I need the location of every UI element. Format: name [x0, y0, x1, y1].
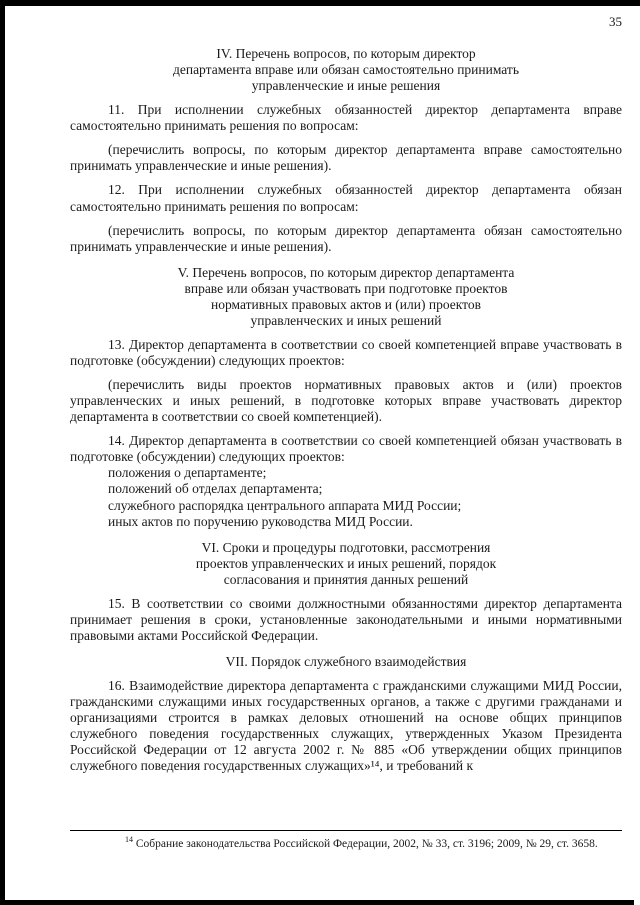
paragraph-block — [70, 337, 622, 369]
paragraph-block — [70, 182, 622, 214]
heading-line: согласования и принятия данных решений — [223, 571, 469, 587]
footnote-separator — [70, 830, 622, 831]
paragraph-block — [70, 596, 622, 644]
paragraph: 13. Директор департамента в соответствии со своей компетенцией вправе участвовать в подготовке (обсуждении) следующих проектов: — [70, 336, 622, 368]
paragraph-block — [70, 223, 622, 255]
section-heading-block — [70, 265, 622, 329]
section-heading — [70, 265, 622, 329]
paragraph: 16. Взаимодействие директора департамента с гражданскими служащими МИД России, гражданскими служащими иных государственных органов, а также с другими гражданами и организациями строится в рамках деловых отношений на основе общих принципов служебного поведения государственных служащих, утвержденных Указом Президента Российской Федерации от 12 августа 2002 г. № 885 «Об утверждении общих принципов служебного поведения государственных служащих»¹⁴, и требований к — [70, 678, 622, 774]
list-item: положения о департаменте; — [108, 465, 267, 481]
heading-line: IV. Перечень вопросов, по которым директор — [216, 46, 476, 61]
footnote-body: Собрание законодательства Российской Федерации, 2002, № 33, ст. 3196; 2009, № 29, ст. 3658. — [135, 837, 598, 850]
footnote — [70, 830, 622, 851]
scan-border-bottom — [0, 900, 634, 905]
paragraph-block — [70, 377, 622, 425]
section-heading — [70, 654, 622, 670]
paragraph: 12. При исполнении служебных обязанностей директор департамента обязан самостоятельно принимать решения по вопросам: — [70, 182, 622, 214]
paragraph-block — [70, 433, 622, 529]
footnote-text — [70, 835, 622, 851]
list-item: иных актов по поручению руководства МИД России. — [108, 513, 413, 529]
document-content — [70, 14, 622, 782]
heading-line: V. Перечень вопросов, по которым директор департамента — [177, 264, 515, 280]
section-heading-block — [70, 540, 622, 588]
heading-line: управленческих и иных решений — [250, 312, 442, 328]
scan-border-top — [0, 0, 640, 6]
paragraph: (перечислить виды проектов нормативных правовых актов и (или) проектов управленческих и иных решений, в подготовке которых вправе участвовать директор департамента в соответствии со своей компетенцией). — [70, 377, 622, 425]
section-heading — [70, 46, 622, 94]
paragraph-block — [70, 102, 622, 134]
section-heading-block — [70, 46, 622, 94]
paragraph: (перечислить вопросы, по которым директор департамента вправе самостоятельно принимать управленческие и иные решения). — [70, 142, 622, 174]
paragraph-block — [70, 142, 622, 174]
heading-line: VI. Сроки и процедуры подготовки, рассмотрения — [201, 539, 491, 555]
paragraph: 14. Директор департамента в соответствии со своей компетенцией обязан участвовать в подготовке (обсуждении) следующих проектов: — [70, 433, 622, 465]
heading-line: департамента вправе или обязан самостоятельно принимать — [172, 62, 519, 78]
section-heading-block — [70, 654, 622, 670]
heading-line: VII. Порядок служебного взаимодействия — [225, 654, 467, 669]
page-number: 35 — [609, 14, 622, 29]
section-heading — [70, 540, 622, 588]
heading-line: управленческие и иные решения — [251, 78, 441, 94]
footnote-marker: 14 — [125, 834, 133, 844]
scan-border-left — [0, 0, 5, 905]
heading-line: проектов управленческих и иных решений, порядок — [195, 555, 497, 571]
paragraph: (перечислить вопросы, по которым директор департамента обязан самостоятельно принимать управленческие и иные решения). — [70, 222, 622, 254]
heading-line: нормативных правовых актов и (или) проектов — [211, 296, 481, 312]
paragraph: 11. При исполнении служебных обязанностей директор департамента вправе самостоятельно принимать решения по вопросам: — [70, 102, 622, 134]
paragraph-block — [70, 678, 622, 774]
list-item: служебного распорядка центрального аппарата МИД России; — [108, 497, 462, 513]
document-blocks — [70, 46, 622, 774]
paragraph: 15. В соответствии со своими должностными обязанностями директор департамента принимает решения в сроки, установленные законодательными и иными нормативными правовыми актами Российской Федерации. — [70, 595, 622, 643]
list-item: положений об отделах департамента; — [108, 481, 323, 497]
heading-line: вправе или обязан участвовать при подготовке проектов — [184, 280, 508, 296]
